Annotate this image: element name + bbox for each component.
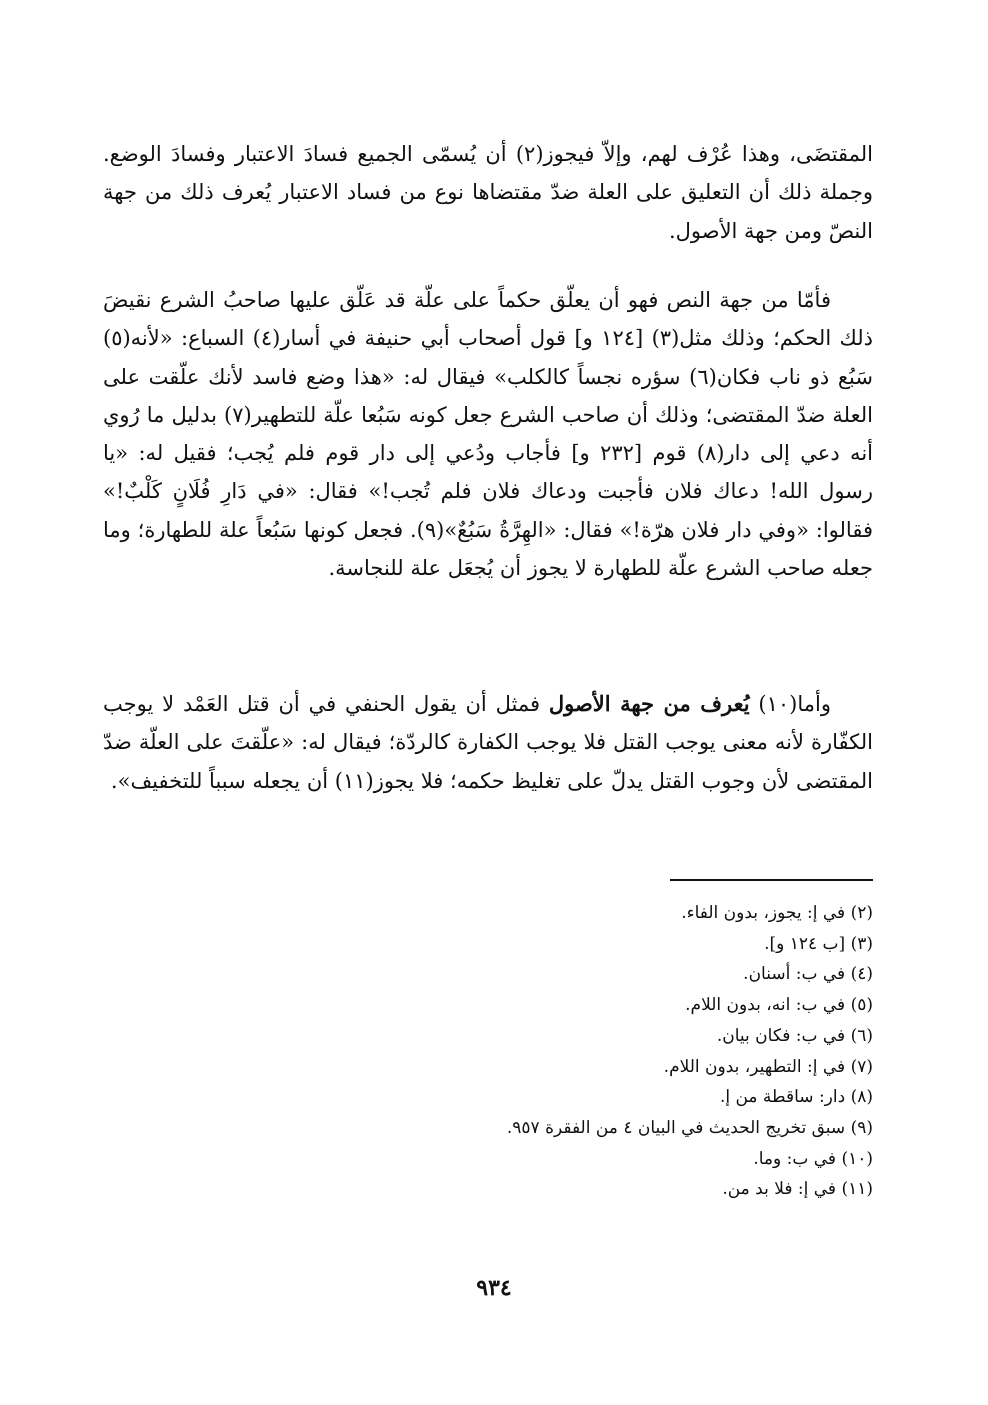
footnote-5: (٥) في ب: انه، بدون اللام. xyxy=(685,995,873,1016)
footnote-separator xyxy=(670,879,873,881)
paragraph-1-text: المقتضَى، وهذا عُرْف لهم، وإلاّ فيجوز(٢) أن يُسمّى الجميع فسادَ الاعتبار وفسادَ الوضع. وجملة ذلك أن التعليق على العلة ضدّ مقتضاها نوع من فساد الاعتبار يُعرف ذلك من جهة النصّ ومن جهة الأصول. xyxy=(103,142,873,243)
page-number: ٩٣٤ xyxy=(476,1275,512,1301)
footnote-8: (٨) دار: ساقطة من إ. xyxy=(719,1087,873,1108)
footnotes xyxy=(360,898,873,1205)
footnote-3: (٣) [ب ١٢٤ و]. xyxy=(764,933,873,954)
paragraph-3-text: فمثل أن يقول الحنفي في أن قتل العَمْد لا يوجب الكفّارة لأنه معنى يوجب القتل فلا يوجب الكفارة كالردّة؛ فيقال له: «علّقتَ على العلّة ضدّ المقتضى لأن وجوب القتل يدلّ على تغليظ حكمه؛ فلا يجوز(١١) أن يجعله سبباً للتخفيف». xyxy=(103,692,873,793)
paragraph-3-body xyxy=(103,685,873,800)
paragraph-3-lead: وأما(١٠) xyxy=(758,692,831,716)
footnote-9: (٩) سبق تخريج الحديث في البيان ٤ من الفقرة ٩٥٧. xyxy=(506,1117,873,1138)
paragraph-1 xyxy=(103,135,873,250)
paragraph-2-text: فأمّا من جهة النص فهو أن يعلّق حكماً على علّة قد عَلّق عليها صاحبُ الشرع نقيضَ ذلك الحكم؛ وذلك مثل(٣) [١٢٤ و] قول أصحاب أبي حنيفة في أسار(٤) السباع: «لأنه(٥) سَبُع ذو ناب فكان(٦) سؤره نجساً كالكلب» فيقال له: «هذا وضع فاسد لأنك علّقت على العلة ضدّ المقتضى؛ وذلك أن صاحب الشرع جعل كونه سَبُعا علّة للتطهير(٧) بدليل ما رُوي أنه دعي إلى دار(٨) قوم [٢٣٢ و] فأجاب ودُعي إلى دار قوم فلم يُجب؛ فقيل له: «يا رسول الله! دعاك فلان فأجبت ودعاك فلان فلم تُجب!» فقال: «في دَارِ فُلَانٍ كَلْبٌ!» فقالوا: «وفي دار فلان هرّة!» فقال: «الهِرَّةُ سَبُعٌ»(٩). فجعل كونها سَبُعاً علة للطهارة؛ وما جعله صاحب الشرع علّة للطهارة لا يجوز أن يُجعَل علة للنجاسة. xyxy=(103,288,873,581)
footnote-4: (٤) في ب: أسنان. xyxy=(743,964,873,985)
paragraph-3-bold-heading: يُعرف من جهة الأصول xyxy=(548,691,750,716)
footnote-10: (١٠) في ب: وما. xyxy=(753,1148,873,1169)
footnote-11: (١١) في إ: فلا بد من. xyxy=(722,1179,873,1200)
footnote-7: (٧) في إ: التطهير، بدون اللام. xyxy=(663,1056,873,1077)
footnote-6: (٦) في ب: فكان بيان. xyxy=(716,1025,873,1046)
paragraph-2 xyxy=(103,281,873,587)
footnote-2: (٢) في إ: يجوز، بدون الفاء. xyxy=(681,903,873,923)
paragraph-3 xyxy=(103,685,873,800)
